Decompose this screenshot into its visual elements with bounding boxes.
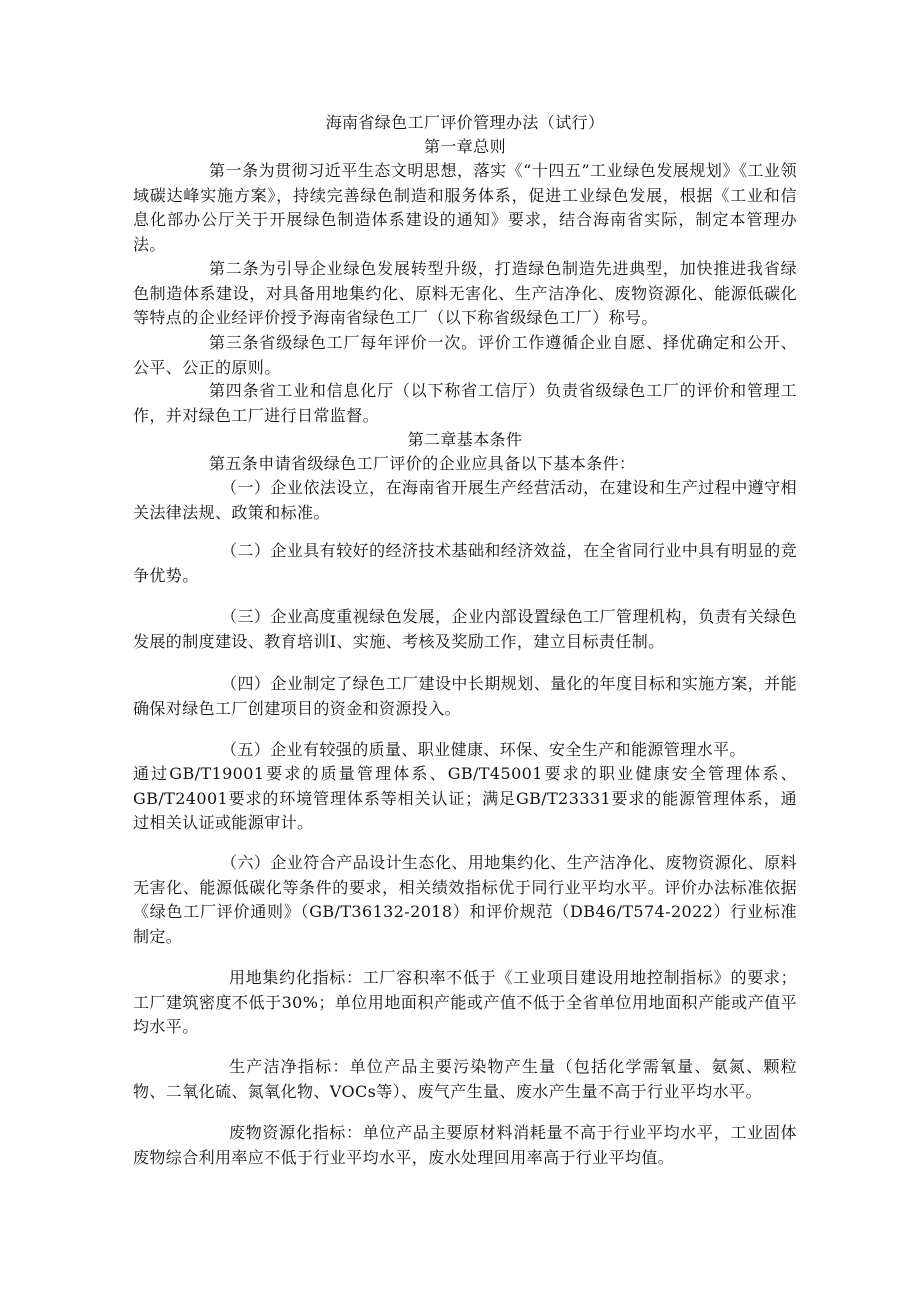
metric-clean-production: 生产洁净指标：单位产品主要污染物产生量（包括化学需氧量、氨氮、颗粒物、二氧化硫、氮氧化物、VOCs等）、废气产生量、废水产生量不高于行业平均水平。: [133, 1057, 797, 1101]
condition-item-5-certifications: 通过GB/T19001要求的质量管理体系、GB/T45001要求的职业健康安全管理体系、GB/T24001要求的环境管理体系等相关认证；满足GB/T23331要求的能源管理体系，通过相关认证或能源审计。: [133, 764, 797, 832]
condition-item-5: （五）企业有较强的质量、职业健康、环保、安全生产和能源管理水平。: [221, 740, 746, 759]
article-3: 第三条省级绿色工厂每年评价一次。评价工作遵循企业自愿、择优确定和公开、公平、公正的原则。: [133, 333, 797, 377]
chapter-1-heading: 第一章总则: [423, 137, 506, 156]
article-4: 第四条省工业和信息化厅（以下称省工信厅）负责省级绿色工厂的评价和管理工作，并对绿色工厂进行日常监督。: [133, 381, 797, 425]
article-2: 第二条为引导企业绿色发展转型升级，打造绿色制造先进典型，加快推进我省绿色制造体系建设，对具备用地集约化、原料无害化、生产洁净化、废物资源化、能源低碳化等特点的企业经评价授予海南省绿色工厂（以下称省级绿色工厂）称号。: [133, 259, 797, 327]
document-title: 海南省绿色工厂评价管理办法（试行）: [325, 113, 605, 132]
condition-item-1: （一）企业依法设立，在海南省开展生产经营活动，在建设和生产过程中遵守相关法律法规、政策和标准。: [133, 478, 797, 522]
metric-waste-recycling: 废物资源化指标：单位产品主要原材料消耗量不高于行业平均水平，工业固体废物综合利用率应不低于行业平均水平，废水处理回用率高于行业平均值。: [133, 1123, 797, 1167]
condition-item-3: （三）企业高度重视绿色发展，企业内部设置绿色工厂管理机构，负责有关绿色发展的制度建设、教育培训I、实施、考核及奖励工作，建立目标责任制。: [133, 607, 797, 651]
condition-item-4: （四）企业制定了绿色工厂建设中长期规划、量化的年度目标和实施方案，并能确保对绿色工厂创建项目的资金和资源投入。: [133, 674, 797, 718]
condition-item-6: （六）企业符合产品设计生态化、用地集约化、生产洁净化、废物资源化、原料无害化、能源低碳化等条件的要求，相关绩效指标优于同行业平均水平。评价办法标准依据《绿色工厂评价通则》（GB/T36132-2018）和评价规范（DB46/T574-2022）行业标准制定。: [133, 853, 797, 946]
metric-land-intensive: 用地集约化指标：工厂容积率不低于《工业项目建设用地控制指标》的要求；工厂建筑密度不低于30%；单位用地面积产能或产值不低于全省单位用地面积产能或产值平均水平。: [133, 968, 797, 1036]
chapter-2-heading: 第二章基本条件: [407, 430, 523, 449]
article-5-intro: 第五条申请省级绿色工厂评价的企业应具备以下基本条件：: [209, 454, 636, 473]
article-1: 第一条为贯彻习近平生态文明思想，落实《“十四五”工业绿色发展规划》《工业领域碳达峰实施方案》，持续完善绿色制造和服务体系，促进工业绿色发展，根据《工业和信息化部办公厅关于开展绿色制造体系建设的通知》要求，结合海南省实际，制定本管理办法。: [133, 161, 797, 254]
condition-item-2: （二）企业具有较好的经济技术基础和经济效益，在全省同行业中具有明显的竞争优势。: [133, 541, 797, 585]
